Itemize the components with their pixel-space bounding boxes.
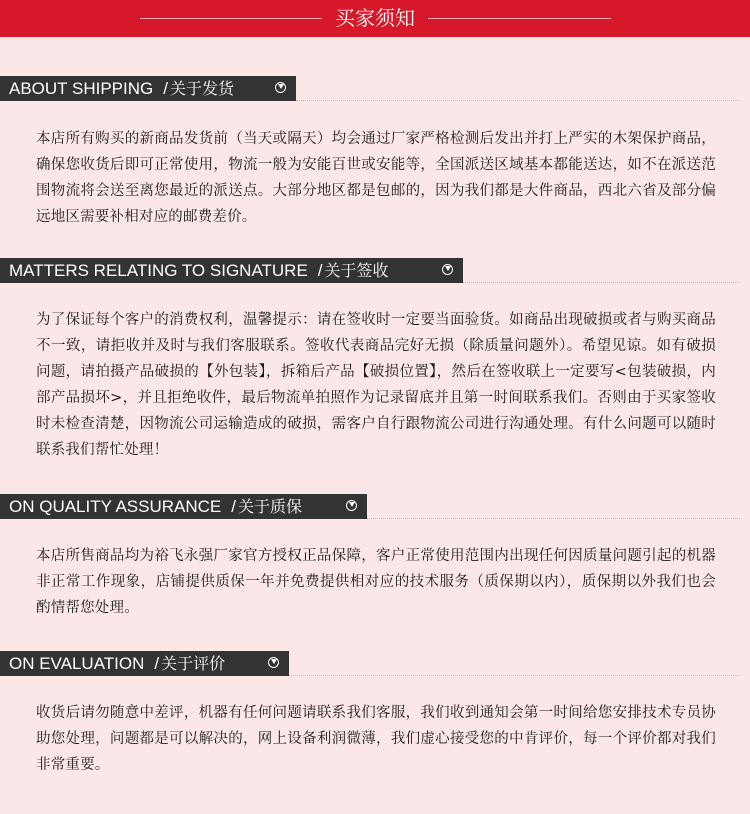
page-title: 买家须知 [335, 6, 415, 30]
section-body: 收货后请勿随意中差评，机器有任何问题请联系我们客服，我们收到通知会第一时间给您安排技术专员协助您处理，问题都是可以解决的，网上设备利润微薄，我们虚心接受您的中肯评价，每一个评价都对我们非常重要。 [36, 705, 716, 773]
section-body: 本店所售商品均为裕飞永强厂家官方授权正品保障，客户正常使用范围内出现任何因质量问题引起的机器非正常工作现象，店铺提供质保一年并免费提供相对应的技术服务（质保期以内），质保期以外我们也会酌情帮您处理。 [36, 548, 716, 616]
header-rule-left [140, 18, 322, 19]
dotted-divider [463, 282, 740, 283]
header-banner [0, 0, 750, 37]
dotted-divider [289, 675, 740, 676]
section-title-zh: 关于发货 [169, 79, 234, 98]
section-title-bar: ABOUT SHIPPING / 关于发货 [0, 76, 296, 101]
section-title-zh: 关于评价 [161, 654, 226, 673]
section-body: 本店所有购买的新商品发货前（当天或隔天）均会通过厂家严格检测后发出并打上严实的木架保护商品，确保您收货后即可正常使用，物流一般为安能百世或安能等，全国派送区域基本都能送达，如不在派送范围物流将会送至离您最近的派送点。大部分地区都是包邮的，因为我们都是大件商品，西北六省及部分偏远地区需要补相对应的邮费差价。 [36, 131, 716, 225]
header-rule-right [428, 18, 611, 19]
section-title-en: ON EVALUATION [9, 654, 145, 673]
section-title-bar: ON EVALUATION / 关于评价 [0, 651, 289, 676]
dotted-divider [367, 518, 740, 519]
dotted-divider [296, 100, 740, 101]
section-title-zh: 关于质保 [237, 497, 302, 516]
section-title-bar: ON QUALITY ASSURANCE / 关于质保 [0, 494, 367, 519]
chevron-down-circle-icon [346, 500, 357, 511]
section-title-bar: MATTERS RELATING TO SIGNATURE / 关于签收 [0, 258, 463, 283]
section-title-en: ON QUALITY ASSURANCE [9, 497, 222, 516]
chevron-down-circle-icon [268, 657, 279, 668]
chevron-down-circle-icon [275, 82, 286, 93]
section-title-en: ABOUT SHIPPING [9, 79, 154, 98]
section-title-en: MATTERS RELATING TO SIGNATURE [9, 261, 308, 280]
section-title-zh: 关于签收 [324, 261, 389, 280]
chevron-down-circle-icon [442, 264, 453, 275]
section-body: 为了保证每个客户的消费权利，温馨提示：请在签收时一定要当面验货。如商品出现破损或者与购买商品不一致，请拒收并及时与我们客服联系。签收代表商品完好无损（除质量问题外）。希望见谅。如有破损问题，请拍摄产品破损的【外包装】，拆箱后产品【破损位置】，然后在签收联上一定要写<包装破损，内部产品损坏>，并且拒绝收件，最后物流单拍照作为记录留底并且第一时间联系我们。否则由于买家签收时未检查清楚，因物流公司运输造成的破损，需客户自行跟物流公司进行沟通处理。有什么问题可以随时联系我们帮忙处理！ [36, 312, 716, 458]
